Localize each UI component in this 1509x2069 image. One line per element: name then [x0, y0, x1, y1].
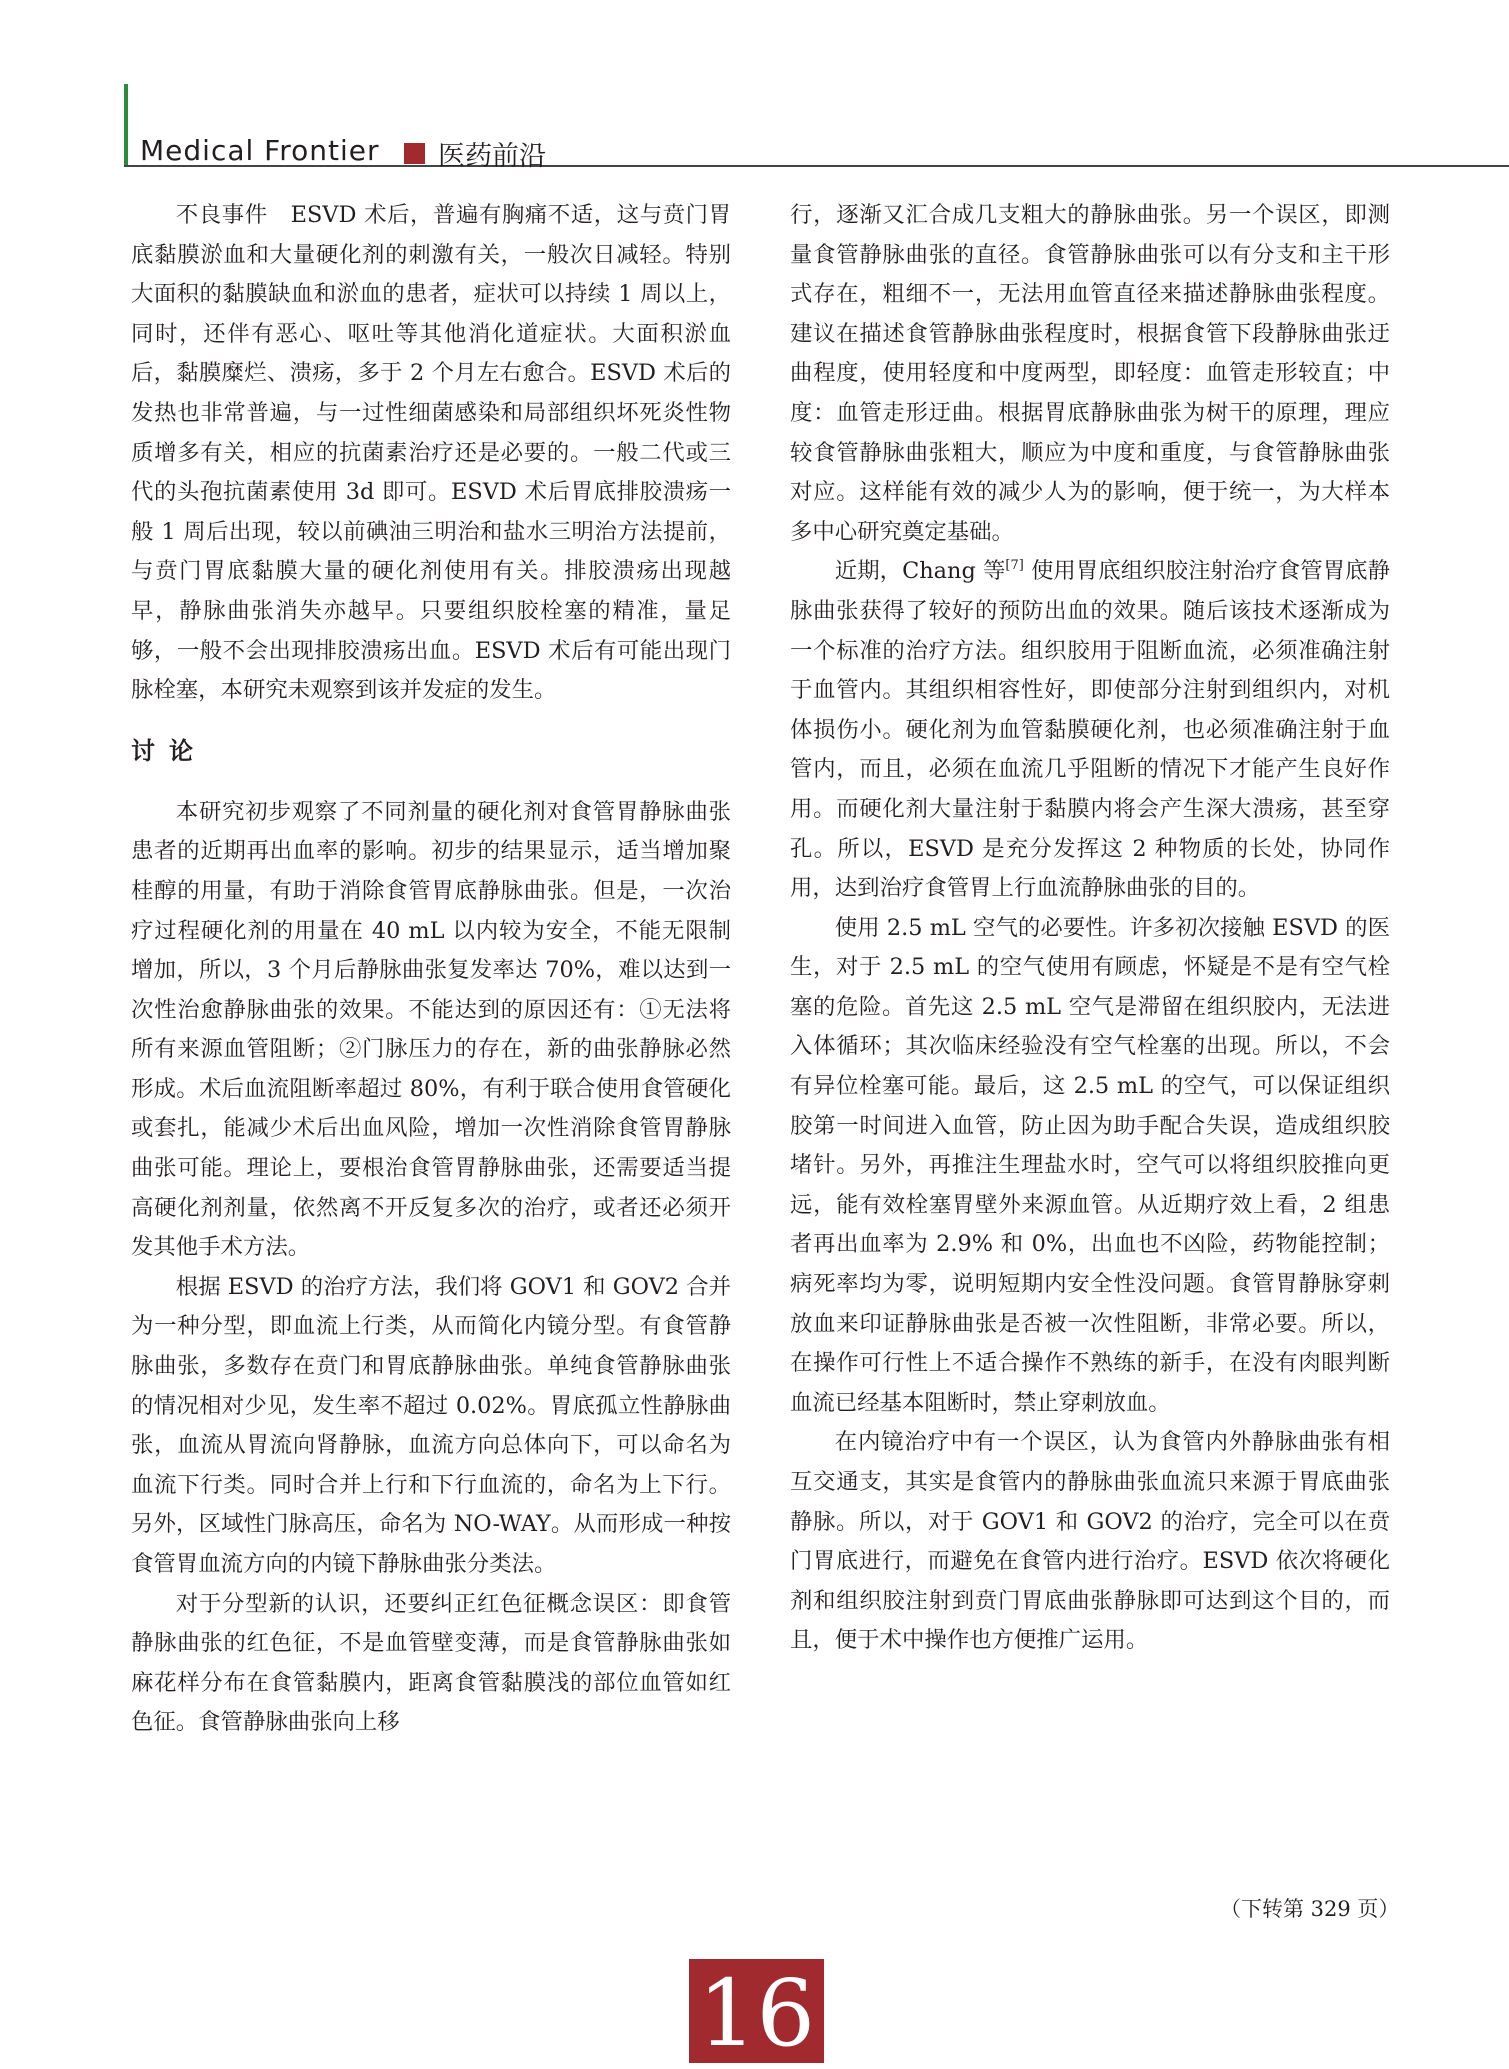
paragraph-discussion-1: 本研究初步观察了不同剂量的硬化剂对食管胃静脉曲张患者的近期再出血率的影响。初步的结果显示，适当增加聚桂醇的用量，有助于消除食管胃底静脉曲张。但是，一次治疗过程硬化剂的用量在 40 mL 以内较为安全，不能无限制增加，所以，3 个月后静脉曲张复发率达 70%，难以达到一次性治愈静脉曲张的效果。不能达到的原因还有：①无法将所有来源血管阻断；②门脉压力的存在，新的曲张静脉必然形成。术后血流阻断率超过 80%，有利于联合使用食管硬化或套扎，能减少术后出血风险，增加一次性消除食管胃静脉曲张可能。理论上，要根治食管胃静脉曲张，还需要适当提高硬化剂剂量，依然离不开反复多次的治疗，或者还必须开发其他手术方法。	[131, 798, 731, 1261]
paragraph-discussion-3: 对于分型新的认识，还要纠正红色征概念误区：即食管静脉曲张的红色征，不是血管壁变薄，而是食管静脉曲张如麻花样分布在食管黏膜内，距离食管黏膜浅的部位血管如红色征。食管静脉曲张向上移	[131, 1590, 731, 1736]
paragraph-misconception: 在内镜治疗中有一个误区，认为食管内外静脉曲张有相互交通支，其实是食管内的静脉曲张血流只来源于胃底曲张静脉。所以，对于 GOV1 和 GOV2 的治疗，完全可以在贲门胃底进行，而避免在食管内进行治疗。ESVD 依次将硬化剂和组织胶注射到贲门胃底曲张静脉即可达到这个目的，而且，便于术中操作也方便推广运用。	[790, 1429, 1390, 1654]
journal-title-cn: 医药前沿	[438, 141, 546, 172]
right-column	[790, 196, 1390, 1661]
paragraph-discussion-2: 根据 ESVD 的治疗方法，我们将 GOV1 和 GOV2 合并为一种分型，即血流上行类，从而简化内镜分型。有食管静脉曲张，多数存在贲门和胃底静脉曲张。单纯食管静脉曲张的情况相对少见，发生率不超过 0.02%。胃底孤立性静脉曲张，血流从胃流向肾静脉，血流方向总体向下，可以命名为血流下行类。同时合并上行和下行血流的，命名为上下行。另外，区域性门脉高压，命名为 NO-WAY。从而形成一种按食管胃血流方向的内镜下静脉曲张分类法。	[131, 1273, 731, 1577]
paragraph-continuation: 行，逐渐又汇合成几支粗大的静脉曲张。另一个误区，即测量食管静脉曲张的直径。食管静脉曲张可以有分支和主干形式存在，粗细不一，无法用血管直径来描述静脉曲张程度。建议在描述食管静脉曲张程度时，根据食管下段静脉曲张迂曲程度，使用轻度和中度两型，即轻度：血管走形较直；中度：血管走形迂曲。根据胃底静脉曲张为树干的原理，理应较食管静脉曲张粗大，顺应为中度和重度，与食管静脉曲张对应。这样能有效的减少人为的影响，便于统一，为大样本多中心研究奠定基础。	[790, 202, 1390, 545]
section-heading-discussion: 讨论	[131, 736, 207, 765]
citation-ref: [7]	[1005, 558, 1024, 574]
page-number: 16	[689, 1959, 824, 2063]
page-header	[0, 0, 1509, 175]
continued-note: （下转第 329 页）	[1220, 1897, 1400, 1921]
paragraph-adverse-events: 不良事件 ESVD 术后，普遍有胸痛不适，这与贲门胃底黏膜淤血和大量硬化剂的刺激有关，一般次日减轻。特别大面积的黏膜缺血和淤血的患者，症状可以持续 1 周以上，同时，还伴有恶心、呕吐等其他消化道症状。大面积淤血后，黏膜糜烂、溃疡，多于 2 个月左右愈合。ESVD 术后的发热也非常普遍，与一过性细菌感染和局部组织坏死炎性物质增多有关，相应的抗菌素治疗还是必要的。一般二代或三代的头孢抗菌素使用 3d 即可。ESVD 术后胃底排胶溃疡一般 1 周后出现，较以前碘油三明治和盐水三明治方法提前，与贲门胃底黏膜大量的硬化剂使用有关。排胶溃疡出现越早，静脉曲张消失亦越早。只要组织胶栓塞的精准，量足够，一般不会出现排胶溃疡出血。ESVD 术后有可能出现门脉栓塞，本研究未观察到该并发症的发生。	[131, 202, 731, 704]
paragraph-air-necessity: 使用 2.5 mL 空气的必要性。许多初次接触 ESVD 的医生，对于 2.5 mL 的空气使用有顾虑，怀疑是不是有空气栓塞的危险。首先这 2.5 mL 空气是滞留在组织胶内，无法进入体循环；其次临床经验没有空气栓塞的出现。所以，不会有异位栓塞可能。最后，这 2.5 mL 的空气，可以保证组织胶第一时间进入血管，防止因为助手配合失误，造成组织胶堵针。另外，再推注生理盐水时，空气可以将组织胶推向更远，能有效栓塞胃壁外来源血管。从近期疗效上看，2 组患者再出血率为 2.9% 和 0%，出血也不凶险，药物能控制；病死率均为零，说明短期内安全性没问题。食管胃静脉穿刺放血来印证静脉曲张是否被一次性阻断，非常必要。所以，在操作可行性上不适合操作不熟练的新手，在没有肉眼判断血流已经基本阻断时，禁止穿刺放血。	[790, 914, 1390, 1416]
journal-title-en: Medical Frontier	[140, 134, 380, 167]
header-square-mark	[404, 143, 425, 164]
paragraph-chang-study	[790, 552, 1390, 908]
left-column	[131, 196, 731, 1743]
header-green-bar	[124, 84, 128, 166]
text-segment: 近期，Chang 等	[834, 558, 1006, 585]
text-segment: 使用胃底组织胶注射治疗食管胃底静脉曲张获得了较好的预防出血的效果。随后该技术逐渐成为一个标准的治疗方法。组织胶用于阻断血流，必须准确注射于血管内。其组织相容性好，即使部分注射到组织内，对机体损伤小。硬化剂为血管黏膜硬化剂，也必须准确注射于血管内，而且，必须在血流几乎阻断的情况下才能产生良好作用。而硬化剂大量注射于黏膜内将会产生深大溃疡，甚至穿孔。所以，ESVD 是充分发挥这 2 种物质的长处，协同作用，达到治疗食管胃上行血流静脉曲张的目的。	[790, 558, 1390, 902]
